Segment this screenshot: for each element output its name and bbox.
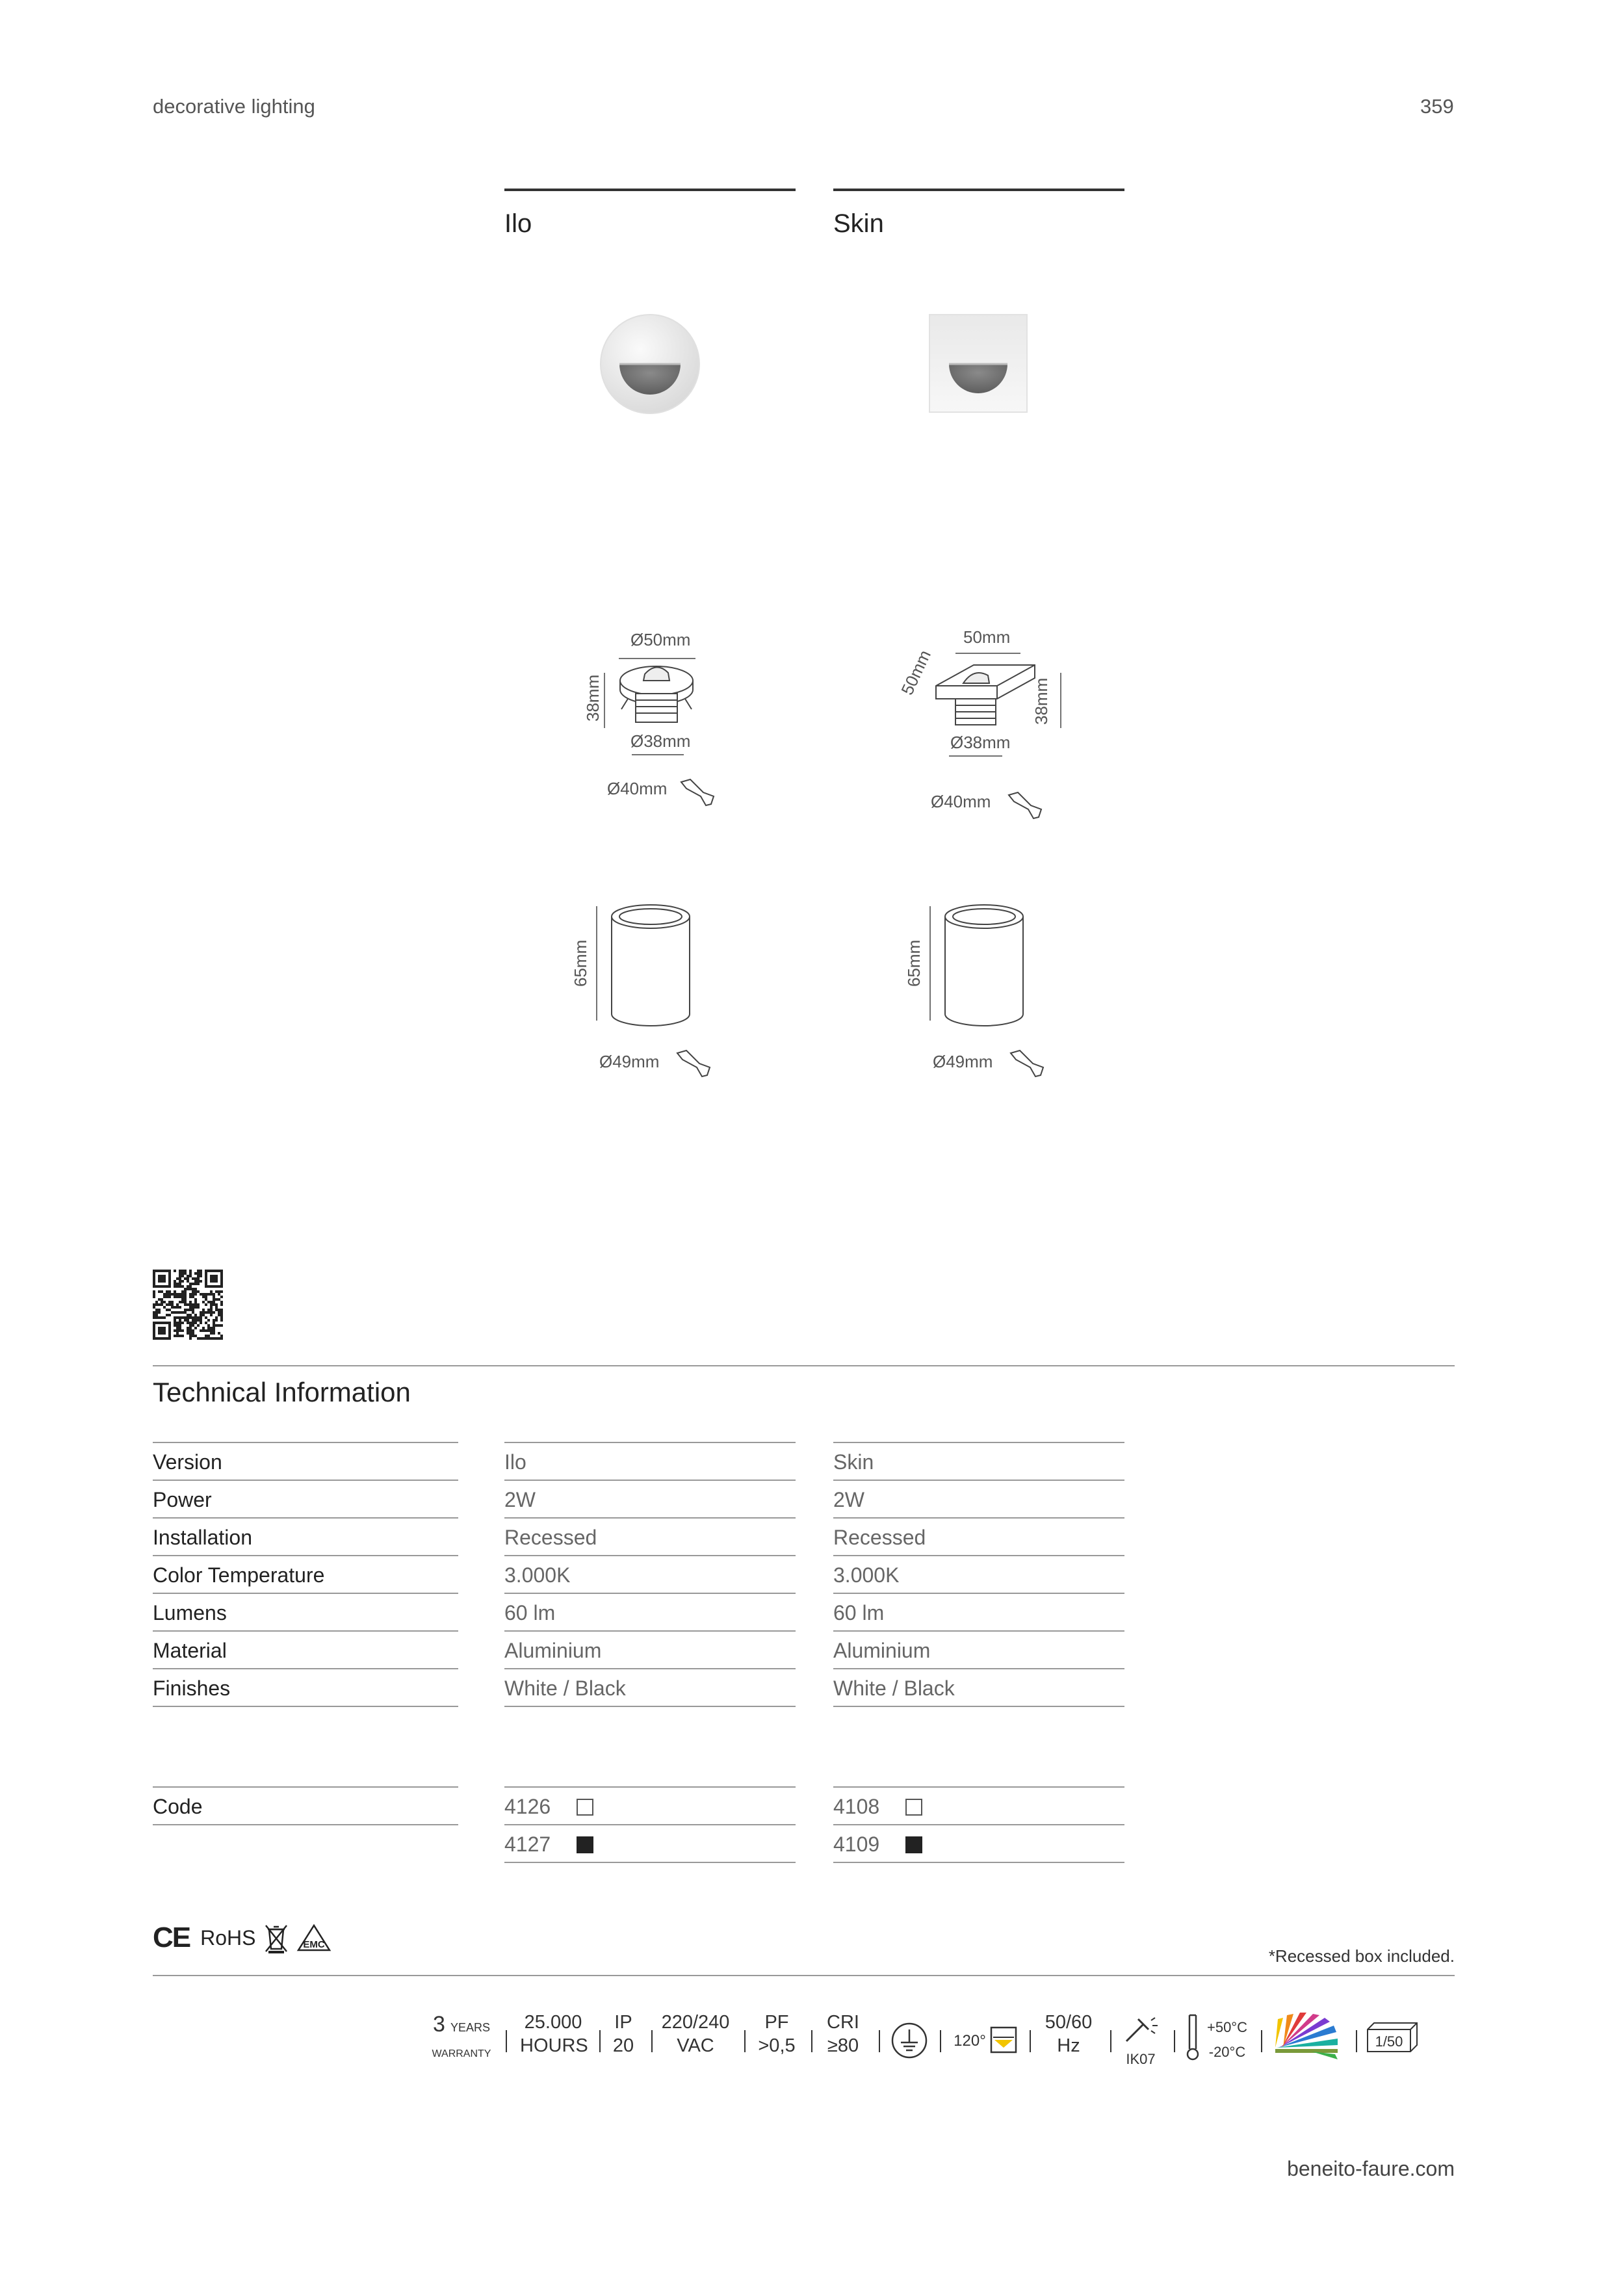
skin-recessed-box-drawing (899, 891, 1068, 1092)
spec-value: 60 lm (504, 1594, 796, 1632)
section-label: decorative lighting (153, 95, 315, 118)
spec-separator (940, 2030, 941, 2052)
pf-value: >0,5 (758, 2035, 796, 2056)
spec-label: Version (153, 1443, 458, 1481)
spec-separator (506, 2030, 507, 2052)
skin-product-image (928, 313, 1030, 415)
spec-value: Aluminium (833, 1632, 1124, 1669)
spec-separator (599, 2030, 601, 2052)
ilo-box-saw-icon (677, 1050, 710, 1076)
spec-value: White / Black (833, 1669, 1124, 1707)
ilo-dimension-drawing (572, 621, 741, 829)
color-fan-icon (1273, 2010, 1340, 2059)
spec-value: 3.000K (833, 1556, 1124, 1594)
spec-column-ilo (504, 1442, 796, 1707)
pf-spec (754, 2011, 799, 2057)
skin-depth-label: 50mm (897, 647, 935, 698)
warranty-number: 3 (432, 2012, 445, 2037)
ilo-cutout-saw-icon (681, 779, 714, 805)
spec-separator (651, 2030, 653, 2052)
cri-value: ≥80 (827, 2035, 859, 2056)
frequency-unit: Hz (1057, 2035, 1080, 2056)
product-rule-skin (833, 189, 1124, 191)
spec-value: White / Black (504, 1669, 796, 1707)
rohs-mark: RoHS (200, 1925, 256, 1950)
crossed-bin-icon (262, 1922, 291, 1954)
ip-spec (608, 2011, 638, 2057)
spec-separator (1174, 2030, 1175, 2052)
frequency-spec (1039, 2011, 1098, 2057)
voltage-value: 220/240 (661, 2012, 730, 2033)
spec-separator (1110, 2030, 1111, 2052)
ilo-box-cutout-label: Ø49mm (599, 1052, 660, 1071)
spec-label: Color Temperature (153, 1556, 458, 1594)
spec-icon-strip (416, 2007, 1485, 2079)
spec-value: Aluminium (504, 1632, 796, 1669)
skin-body-diameter-label: Ø38mm (950, 733, 1011, 752)
ik-rating: IK07 (1126, 2051, 1156, 2067)
skin-height-label: 38mm (1032, 677, 1051, 725)
earth-ground-icon (890, 2022, 928, 2059)
code-column-skin (833, 1786, 1124, 1863)
hours-unit: HOURS (520, 2035, 588, 2056)
code-row (833, 1788, 1124, 1825)
spec-label: Finishes (153, 1669, 458, 1707)
code-row (504, 1788, 796, 1825)
spec-separator (1356, 2030, 1357, 2052)
hours-value: 25.000 (524, 2012, 582, 2033)
ilo-box-height-label: 65mm (571, 939, 590, 987)
skin-cutout-saw-icon (1009, 792, 1041, 818)
spec-value: 60 lm (833, 1594, 1124, 1632)
white-finish-swatch (577, 1799, 593, 1816)
frequency-value: 50/60 (1045, 2012, 1093, 2033)
voltage-spec (660, 2011, 731, 2057)
warranty-spec (429, 2013, 494, 2063)
spec-separator (744, 2030, 746, 2052)
spec-value: 2W (833, 1481, 1124, 1519)
spec-separator (879, 2030, 880, 2052)
qr-code[interactable] (153, 1270, 223, 1340)
code-value: 4126 (504, 1795, 551, 1818)
recessed-box-note: *Recessed box included. (1268, 1946, 1455, 1966)
technical-title: Technical Information (153, 1377, 411, 1407)
beam-angle-icon (989, 2026, 1018, 2054)
spec-labels (153, 1442, 458, 1707)
spec-separator (811, 2030, 812, 2052)
skin-box-saw-icon (1011, 1050, 1043, 1076)
ilo-top-diameter-label: Ø50mm (630, 630, 691, 649)
emc-label: EMC (303, 1939, 326, 1950)
beam-angle-value: 120° (954, 2032, 986, 2050)
product-name-ilo: Ilo (504, 209, 532, 238)
spec-column-skin (833, 1442, 1124, 1707)
skin-box-height-label: 65mm (904, 939, 924, 987)
ip-value: 20 (612, 2035, 634, 2056)
spec-value: Recessed (833, 1519, 1124, 1556)
black-finish-swatch (577, 1836, 593, 1853)
code-value: 4108 (833, 1795, 880, 1818)
hours-spec (520, 2011, 586, 2057)
skin-cutout-label: Ø40mm (931, 792, 991, 811)
ilo-recessed-box-drawing (565, 891, 734, 1092)
ip-label: IP (614, 2012, 632, 2033)
pf-label: PF (764, 2012, 789, 2033)
website-link[interactable]: beneito-faure.com (1287, 2157, 1455, 2180)
cri-label: CRI (827, 2012, 859, 2033)
spec-label: Power (153, 1481, 458, 1519)
spec-label: Lumens (153, 1594, 458, 1632)
ilo-height-label: 38mm (583, 674, 603, 722)
pack-quantity: 1/50 (1375, 2033, 1403, 2050)
warranty-unit: YEARS (450, 2021, 490, 2034)
skin-box-cutout-label: Ø49mm (933, 1052, 993, 1071)
temp-max: +50°C (1206, 2019, 1247, 2035)
spec-separator (1030, 2030, 1031, 2052)
section-divider (153, 1365, 1455, 1366)
ce-mark: CE (153, 1922, 190, 1953)
code-label: Code (153, 1788, 458, 1825)
page-number: 359 (1420, 95, 1454, 118)
spec-separator (1261, 2030, 1262, 2052)
spec-value: 3.000K (504, 1556, 796, 1594)
spec-value: Skin (833, 1443, 1124, 1481)
code-row (504, 1825, 796, 1863)
certification-logos (153, 1922, 332, 1954)
cri-spec (820, 2011, 866, 2057)
spec-value: Ilo (504, 1443, 796, 1481)
code-column-ilo (504, 1786, 796, 1863)
spec-value: Recessed (504, 1519, 796, 1556)
white-finish-swatch (905, 1799, 922, 1816)
spec-label: Installation (153, 1519, 458, 1556)
code-value: 4127 (504, 1833, 551, 1856)
warranty-word: WARRANTY (432, 2048, 491, 2059)
code-label-column (153, 1786, 458, 1825)
code-value: 4109 (833, 1833, 880, 1856)
thermometer-icon (1184, 2011, 1201, 2062)
code-row (833, 1825, 1124, 1863)
voltage-unit: VAC (677, 2035, 714, 2056)
packaging-box-icon (1365, 2020, 1420, 2054)
spec-label: Material (153, 1632, 458, 1669)
skin-width-label: 50mm (963, 627, 1011, 647)
product-name-skin: Skin (833, 209, 884, 238)
ilo-body-diameter-label: Ø38mm (630, 731, 691, 751)
ilo-cutout-label: Ø40mm (607, 779, 668, 798)
temperature-range (1202, 2015, 1252, 2065)
skin-dimension-drawing (890, 621, 1085, 835)
ilo-product-image (595, 309, 705, 419)
certification-divider (153, 1975, 1455, 1976)
emc-icon (296, 1922, 332, 1954)
impact-hammer-icon (1121, 2014, 1160, 2046)
product-rule-ilo (504, 189, 796, 191)
spec-value: 2W (504, 1481, 796, 1519)
temp-min: -20°C (1208, 2044, 1246, 2060)
black-finish-swatch (905, 1836, 922, 1853)
